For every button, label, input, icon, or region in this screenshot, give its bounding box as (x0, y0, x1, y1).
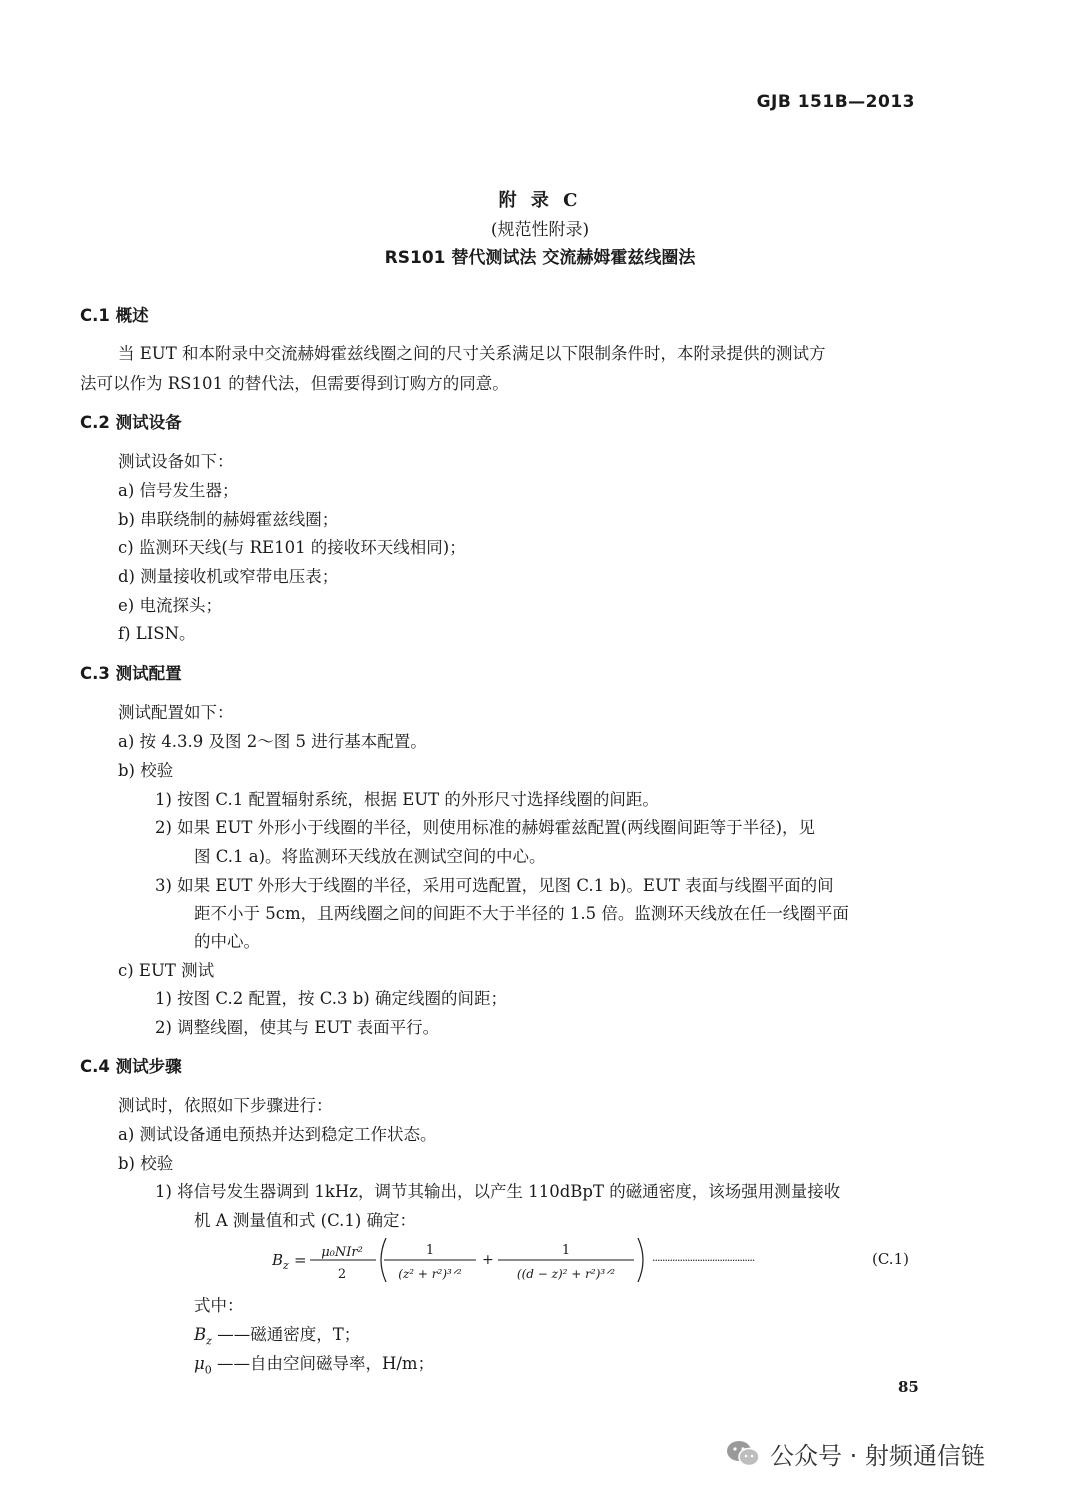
c1-paragraph-line2: 法可以作为 RS101 的替代法，但需要得到订购方的同意。 (80, 374, 509, 393)
section-c4-heading: C.4 测试步骤 (80, 1057, 182, 1076)
formula-equals: = (294, 1251, 307, 1269)
standard-id: GJB 151B—2013 (756, 92, 915, 112)
variable-mu0-symbol: μ (194, 1354, 205, 1373)
formula-c1 (272, 1232, 912, 1288)
variable-mu0-desc: ——自由空间磁导率，H/m； (216, 1354, 435, 1373)
variable-bz-subscript: z (206, 1334, 212, 1348)
c3-c2: 2) 调整线圈，使其与 EUT 表面平行。 (155, 1018, 440, 1037)
c3-item-a: a) 按 4.3.9 及图 2～图 5 进行基本配置。 (118, 732, 427, 751)
formula-leader-dots: ········································· (652, 1254, 755, 1267)
formula-plus: + (482, 1252, 494, 1268)
section-c2-heading: C.2 测试设备 (80, 413, 182, 432)
c3-item-c: c) EUT 测试 (118, 961, 215, 980)
c3-intro: 测试配置如下： (118, 703, 234, 722)
variable-bz (194, 1325, 360, 1351)
formula-term2-denominator: ((d − z)² + r²)³ᐟ² (516, 1267, 616, 1281)
c3-b3-line3: 的中心。 (194, 932, 260, 951)
formula-term1-denominator: (z² + r²)³ᐟ² (398, 1267, 462, 1281)
c3-c1: 1) 按图 C.2 配置，按 C.3 b) 确定线圈的间距； (155, 989, 507, 1008)
c3-b3-line2: 距不小于 5cm，且两线圈之间的间距不大于半径的 1.5 倍。监测环天线放在任一线圈平面 (194, 904, 849, 923)
appendix-subtitle: (规范性附录) (490, 220, 590, 240)
c3-b2-line2: 图 C.1 a)。将监测环天线放在测试空间的中心。 (194, 847, 546, 866)
c3-b2-line1: 2) 如果 EUT 外形小于线圈的半径，则使用标准的赫姆霍兹配置(两线圈间距等于半径)，见 (155, 818, 815, 837)
c4-b1-line2: 机 A 测量值和式 (C.1) 确定： (194, 1211, 417, 1230)
c2-item: a) 信号发生器； (118, 481, 239, 500)
formula-lhs: B (272, 1251, 284, 1269)
c4-item-a: a) 测试设备通电预热并达到稳定工作状态。 (118, 1125, 437, 1144)
formula-coef-numerator: μ₀NIr² (321, 1245, 363, 1260)
variable-bz-symbol: B (194, 1325, 207, 1344)
formula-coef-denominator: 2 (337, 1267, 347, 1282)
where-label: 式中： (194, 1296, 244, 1315)
formula-lhs-sub: z (283, 1259, 289, 1272)
appendix-title: 附 录 C (498, 190, 582, 211)
page-number: 85 (898, 1378, 919, 1396)
c4-item-b: b) 校验 (118, 1154, 174, 1173)
variable-bz-desc: ——磁通密度，T； (217, 1325, 361, 1344)
watermark (726, 1436, 985, 1471)
c4-intro: 测试时，依照如下步骤进行： (118, 1096, 333, 1115)
c3-item-b: b) 校验 (118, 761, 174, 780)
c1-paragraph-line1: 当 EUT 和本附录中交流赫姆霍兹线圈之间的尺寸关系满足以下限制条件时，本附录提供的测试方 (118, 344, 826, 363)
c4-b1-line1: 1) 将信号发生器调到 1kHz，调节其输出，以产生 110dBpT 的磁通密度，该场强用测量接收 (155, 1182, 841, 1201)
c2-intro: 测试设备如下： (118, 452, 234, 471)
formula-label: (C.1) (872, 1250, 909, 1268)
c2-item: b) 串联绕制的赫姆霍兹线圈； (118, 510, 339, 529)
appendix-name: RS101 替代测试法 交流赫姆霍兹线圈法 (384, 248, 696, 268)
c2-item: c) 监测环天线(与 RE101 的接收环天线相同)； (118, 538, 466, 557)
watermark-text: 公众号 · 射频通信链 (770, 1442, 985, 1470)
section-c3-heading: C.3 测试配置 (80, 664, 182, 683)
section-c1-heading: C.1 概述 (80, 306, 149, 325)
c3-b1: 1) 按图 C.1 配置辐射系统，根据 EUT 的外形尺寸选择线圈的间距。 (155, 790, 659, 809)
c2-item: f) LISN。 (118, 624, 196, 643)
formula-term1-numerator: 1 (425, 1243, 435, 1258)
c2-item: e) 电流探头； (118, 596, 222, 615)
formula-right-paren (638, 1238, 643, 1282)
wechat-icon (726, 1439, 760, 1469)
variable-mu0 (194, 1354, 434, 1380)
c2-item: d) 测量接收机或窄带电压表； (118, 567, 339, 586)
formula-term2-numerator: 1 (561, 1243, 571, 1258)
c3-b3-line1: 3) 如果 EUT 外形大于线圈的半径，采用可选配置，见图 C.1 b)。EUT 表面与线圈平面的间 (155, 876, 834, 895)
variable-mu0-subscript: 0 (204, 1363, 212, 1377)
